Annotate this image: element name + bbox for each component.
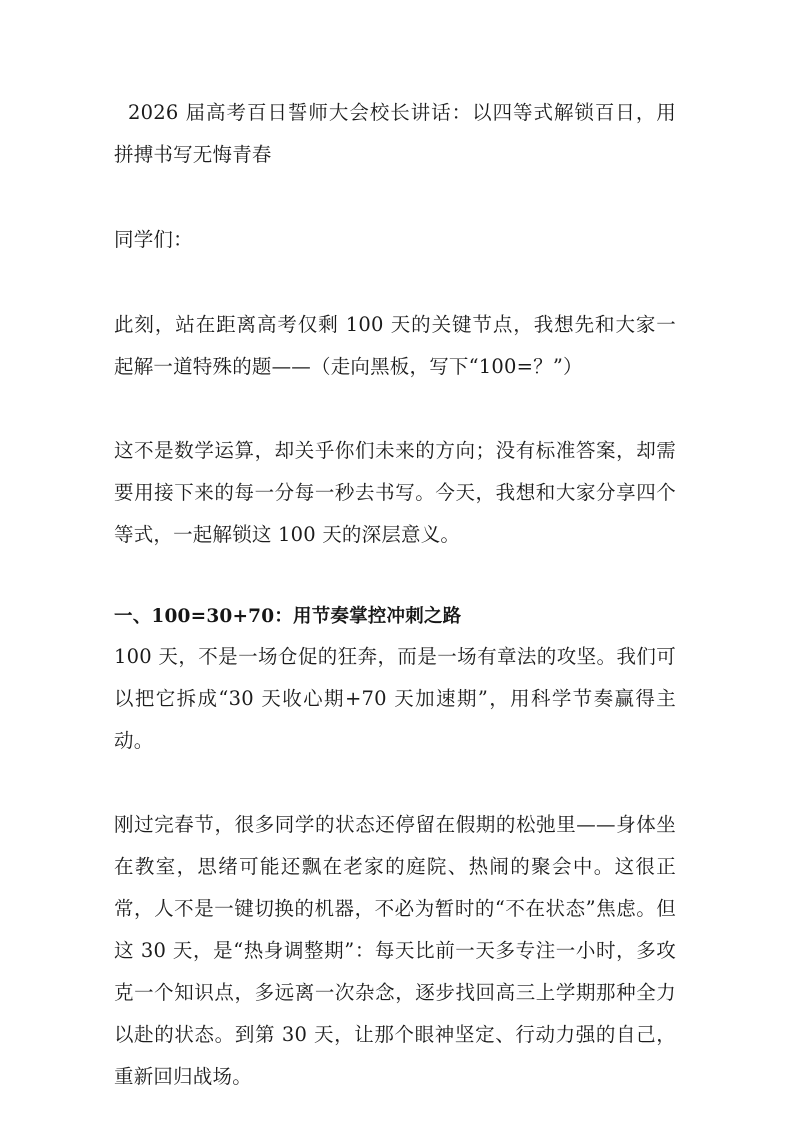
section-one-heading: 一、100=30+70：用节奏掌控冲刺之路: [114, 606, 462, 627]
section-one-paragraph-1: 100 天，不是一场仓促的狂奔，而是一场有章法的攻坚。我们可以把它拆成“30 天收心期+70 天加速期”，用科学节奏赢得主动。: [114, 645, 676, 752]
salutation: 同学们：: [114, 228, 193, 251]
paragraph-four-equations: 这不是数学运算，却关乎你们未来的方向；没有标准答案，却需要用接下来的每一分每一秒去书写。今天，我想和大家分享四个等式，一起解锁这 100 天的深层意义。: [114, 439, 676, 546]
paragraph-intro-question: 此刻，站在距离高考仅剩 100 天的关键节点，我想先和大家一起解一道特殊的题——（走向黑板，写下“100=？”）: [114, 313, 676, 378]
document-title: 2026 届高考百日誓师大会校长讲话：以四等式解锁百日，用拼搏书写无悔青春: [114, 101, 676, 166]
section-one-paragraph-2: 刚过完春节，很多同学的状态还停留在假期的松弛里——身体坐在教室，思绪可能还飘在老家的庭院、热闹的聚会中。这很正常，人不是一键切换的机器，不必为暂时的“不在状态”焦虑。但这 30 天，是“热身调整期”：每天比前一天多专注一小时，多攻克一个知识点，多远离一次杂念，逐步找回高三上学期那种全力以赴的状态。到第 30 天，让那个眼神坚定、行动力强的自己，重新回归战场。: [114, 813, 676, 1088]
document-content: [114, 92, 676, 1140]
